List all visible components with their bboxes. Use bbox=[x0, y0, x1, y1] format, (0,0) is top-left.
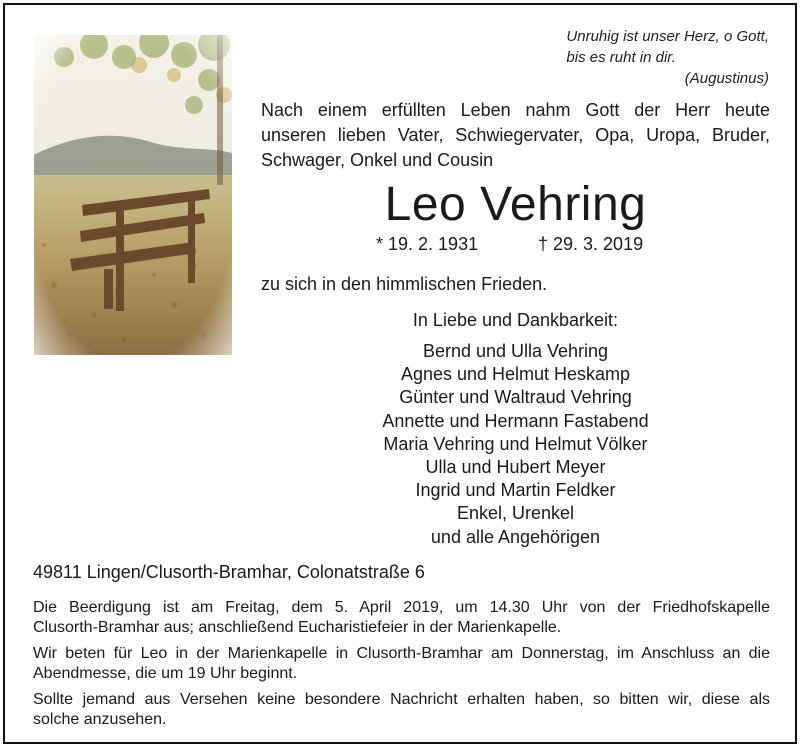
mourner-entry: und alle Angehörigen bbox=[430, 526, 601, 547]
quote-line-1: Unruhig ist unser Herz, o Gott, bbox=[566, 28, 769, 45]
quote-line-2: bis es ruht in dir. bbox=[566, 49, 676, 66]
funeral-notes bbox=[33, 598, 770, 736]
funeral-line-2: Clusorth-Bramhar aus; anschließend Eucharistiefeier in der Marienkapelle. bbox=[33, 619, 562, 636]
intro-text bbox=[261, 98, 770, 173]
intro-line-2: unseren lieben Vater, Schwiegervater, Opa, Uropa, Bruder, bbox=[261, 125, 770, 145]
death-date: † 29. 3. 2019 bbox=[538, 234, 644, 254]
prayer-line-1: Wir beten für Leo in der Marienkapelle in Clusorth-Bramhar am Donnerstag, im Anschluss an die bbox=[33, 645, 770, 662]
peace-text: zu sich in den himmlischen Frieden. bbox=[261, 274, 548, 294]
funeral-paragraph bbox=[33, 598, 770, 638]
mourner-entry: Enkel, Urenkel bbox=[456, 503, 575, 524]
epigraph-quote bbox=[566, 26, 769, 89]
prayer-line-2: Abendmesse, die um 19 Uhr beginnt. bbox=[33, 665, 298, 682]
notice-line-2: solche anzusehen. bbox=[33, 711, 167, 728]
bench-landscape-photo bbox=[34, 35, 232, 355]
quote-source: (Augustinus) bbox=[684, 70, 769, 87]
mourners-list bbox=[261, 340, 770, 549]
mourner-entry: Ulla und Hubert Meyer bbox=[425, 457, 606, 478]
funeral-line-1: Die Beerdigung ist am Freitag, dem 5. April 2019, um 14.30 Uhr von der Friedhofskapelle bbox=[33, 599, 770, 616]
family-address: 49811 Lingen/Clusorth-Bramhar, Colonatstraße 6 bbox=[33, 562, 425, 582]
mourner-entry: Agnes und Helmut Heskamp bbox=[400, 364, 631, 385]
thanks-heading: In Liebe und Dankbarkeit: bbox=[412, 310, 619, 330]
bench-landscape-illustration bbox=[34, 35, 232, 355]
notice-line-1: Sollte jemand aus Versehen keine besondere Nachricht erhalten haben, so bitten wir, diese als bbox=[33, 691, 770, 708]
intro-line-3: Schwager, Onkel und Cousin bbox=[261, 150, 494, 170]
mourner-entry: Annette und Hermann Fastabend bbox=[382, 410, 649, 431]
intro-line-1: Nach einem erfüllten Leben nahm Gott der Herr heute bbox=[261, 100, 770, 120]
mourner-entry: Maria Vehring und Helmut Völker bbox=[383, 433, 648, 454]
mourner-entry: Bernd und Ulla Vehring bbox=[422, 341, 609, 361]
birth-date: * 19. 2. 1931 bbox=[376, 234, 479, 254]
mourner-entry: Günter und Waltraud Vehring bbox=[399, 387, 632, 408]
deceased-name: Leo Vehring bbox=[384, 178, 647, 231]
notice-paragraph bbox=[33, 690, 770, 730]
mourner-entry: Ingrid und Martin Feldker bbox=[415, 480, 616, 501]
prayer-paragraph bbox=[33, 644, 770, 684]
